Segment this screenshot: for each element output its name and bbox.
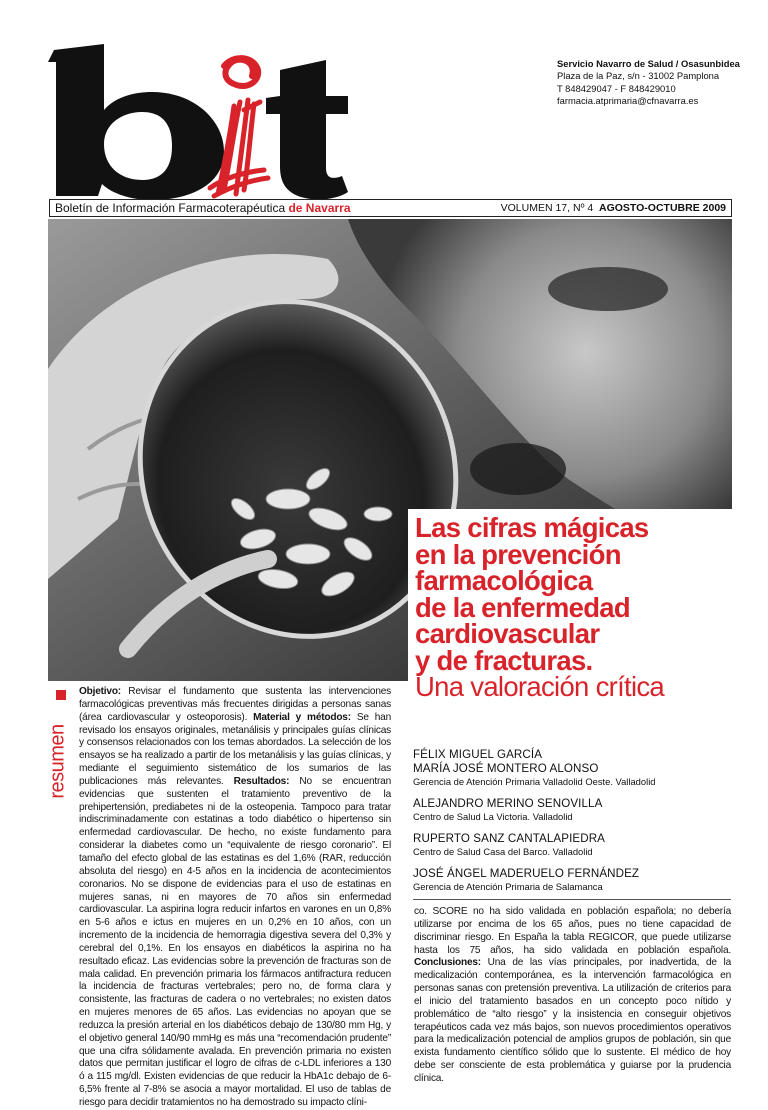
- abstract-text: Se han revisado los ensayos originales, metanálisis y principales guías clínicas y consensos relacionados con los temas abordados. La selección de los ensayos se ha realizado a partir de los metanálisis y las guías clínicas, y mediante el seguimiento sistemático de los sumarios de las publicaciones más relevantes.: [79, 711, 391, 787]
- organization-phones: T 848429047 - F 848429010: [557, 82, 676, 94]
- title-line: y de fracturas.: [415, 644, 593, 676]
- article-title: [415, 512, 745, 702]
- resumen-label: resumen: [46, 724, 69, 799]
- title-line: en la prevención: [415, 538, 621, 570]
- abstract-text: Una de las vías principales, por inadvertida, de la medicalización contemporánea, es la intervención farmacológica en personas sanas con pretensión preventiva. La utilización de criterios para el inicio del tratamiento basados en un concepto poco nítido y problemático de “alto riesgo” y la insistencia en conseguir objetivos terapéuticos cada vez más bajos, son nuevos procedimientos operativos para la medicalización potencial de amplios grupos de población, sin que exista fundamento científico sólido que lo sustente. El médico de hoy debe ser consciente de esta problemática y guiarse por la prudencia clínica.: [414, 957, 731, 1084]
- organization-info: [557, 58, 757, 108]
- authors-block: [413, 748, 743, 902]
- divider: [413, 899, 731, 900]
- eye-shape: [548, 267, 668, 311]
- abstract-heading-conclusiones: Conclusiones:: [414, 957, 481, 969]
- bulletin-region: de Navarra: [288, 201, 351, 215]
- abstract-heading-metodos: Material y métodos:: [253, 711, 351, 723]
- logo-letter-t: [266, 60, 348, 199]
- author-name: FÉLIX MIGUEL GARCÍA: [413, 748, 543, 761]
- title-line: de la enfermedad: [415, 591, 630, 623]
- bulletin-name: Boletín de Información Farmacoterapéutica: [55, 201, 286, 215]
- abstract-column-2: [414, 906, 731, 1086]
- author-name: ALEJANDRO MERINO SENOVILLA: [413, 797, 603, 810]
- author-affiliation: Centro de Salud La Victoria. Valladolid: [413, 811, 573, 822]
- abstract-heading-objetivo: Objetivo:: [79, 686, 121, 697]
- author-name: MARÍA JOSÉ MONTERO ALONSO: [413, 762, 599, 775]
- abstract-heading-resultados: Resultados:: [233, 775, 290, 787]
- abstract-column-1: [79, 686, 391, 1110]
- logo-red-i: [210, 58, 268, 196]
- organization-email[interactable]: farmacia.atprimaria@cfnavarra.es: [557, 95, 699, 107]
- organization-address: Plaza de la Paz, s/n - 31002 Pamplona: [557, 70, 720, 82]
- title-line: farmacológica: [415, 565, 593, 596]
- article-subtitle: Una valoración crítica: [415, 671, 665, 702]
- issue-info: [501, 200, 726, 216]
- author-name: JOSÉ ÁNGEL MADERUELO FERNÁNDEZ: [413, 867, 640, 880]
- logo-letter-b: [48, 44, 224, 200]
- author-affiliation: Gerencia de Atención Primaria Valladolid Oeste. Valladolid: [413, 776, 656, 787]
- abstract-text: No se encuentran evidencias que sustenten el tratamiento preventivo de la prehipertensión, prediabetes ni de la osteopenia. Tampoco para tratar indiscriminadamente con estatinas a todo diabético o hipertenso sin enfermedad cardiovascular. De hecho, no existe fundamento para considerar la diabetes como un “equivalente de riesgo coronario”. El tamaño del efecto global de las estatinas es del 1,6% (RAR, reducción absoluta del riesgo) en 4-5 años en la incidencia de acontecimientos coronarios. No se dispone de evidencias para el uso de estatinas en mujeres sanas, ni en mayores de 70 años sin enfermedad cardiovascular. La aspirina logra reducir infartos en varones en un 0,8% en 5-6 años e ictus en mujeres en un 0,2% en 10 años, con un incremento de la incidencia de hemorragia digestiva severa del 0,3% y cerebral del 0,1%. En los ensayos en diabéticos la aspirina no ha resultado eficaz. Las evidencias sobre la prevención de fracturas son de mala calidad. En prevención primaria los fármacos antifractura reducen la incidencia de fracturas vertebrales; pero no, de forma clara y consistente, las fracturas de cadera o no vertebrales; no existen datos en mujeres menores de 65 años. Las evidencias no apoyan que se reduzca la presión arterial en los diabéticos debajo de 130/80 mm Hg, y el objetivo general 140/90 mmHg es más una “recomendación prudente” que una cifra sólidamente avalada. En prevención primaria no existen datos que permitan justificar el logro de cifras de c-LDL inferiores a 130 ó a 115 mg/dl. Existen evidencias de que reducir la HbA1c debajo de 6-6,5% frente al 7-8% se asocia a mayor mortalidad. El uso de tablas de riesgo para decidir tratamientos no ha demostrado su impacto clíni-: [79, 775, 391, 1108]
- resumen-side-label: [40, 690, 70, 820]
- title-line: Las cifras mágicas: [415, 512, 649, 543]
- title-line: cardiovascular: [415, 618, 600, 649]
- bit-logo: [48, 40, 388, 200]
- abstract-text: Revisar el fundamento que sustenta las intervenciones farmacológicas preventivas más frecuentes dirigidas a personas sanas (área cardiovascular y osteoporosis).: [79, 686, 391, 723]
- abstract-text: co. SCORE no ha sido validada en población española; no debería utilizarse por encima de los 65 años, pues no tiene capacidad de discriminar riesgo. En España la tabla REGICOR, que puede utilizarse hasta los 75 años, ha sido validada en población española.: [414, 906, 731, 956]
- resumen-marker: [56, 690, 66, 700]
- issue-volume: VOLUMEN 17, Nº 4: [500, 202, 594, 214]
- author-affiliation: Centro de Salud Casa del Barco. Valladolid: [413, 846, 593, 857]
- bulletin-header-bar: [49, 199, 732, 217]
- issue-period: AGOSTO-OCTUBRE 2009: [599, 202, 726, 214]
- author-affiliation: Gerencia de Atención Primaria de Salamanca: [413, 881, 603, 892]
- mouth-shape: [470, 443, 566, 495]
- author-name: RUPERTO SANZ CANTALAPIEDRA: [413, 832, 606, 845]
- bulletin-title: [55, 200, 351, 216]
- organization-name: Servicio Navarro de Salud / Osasunbidea: [557, 58, 740, 69]
